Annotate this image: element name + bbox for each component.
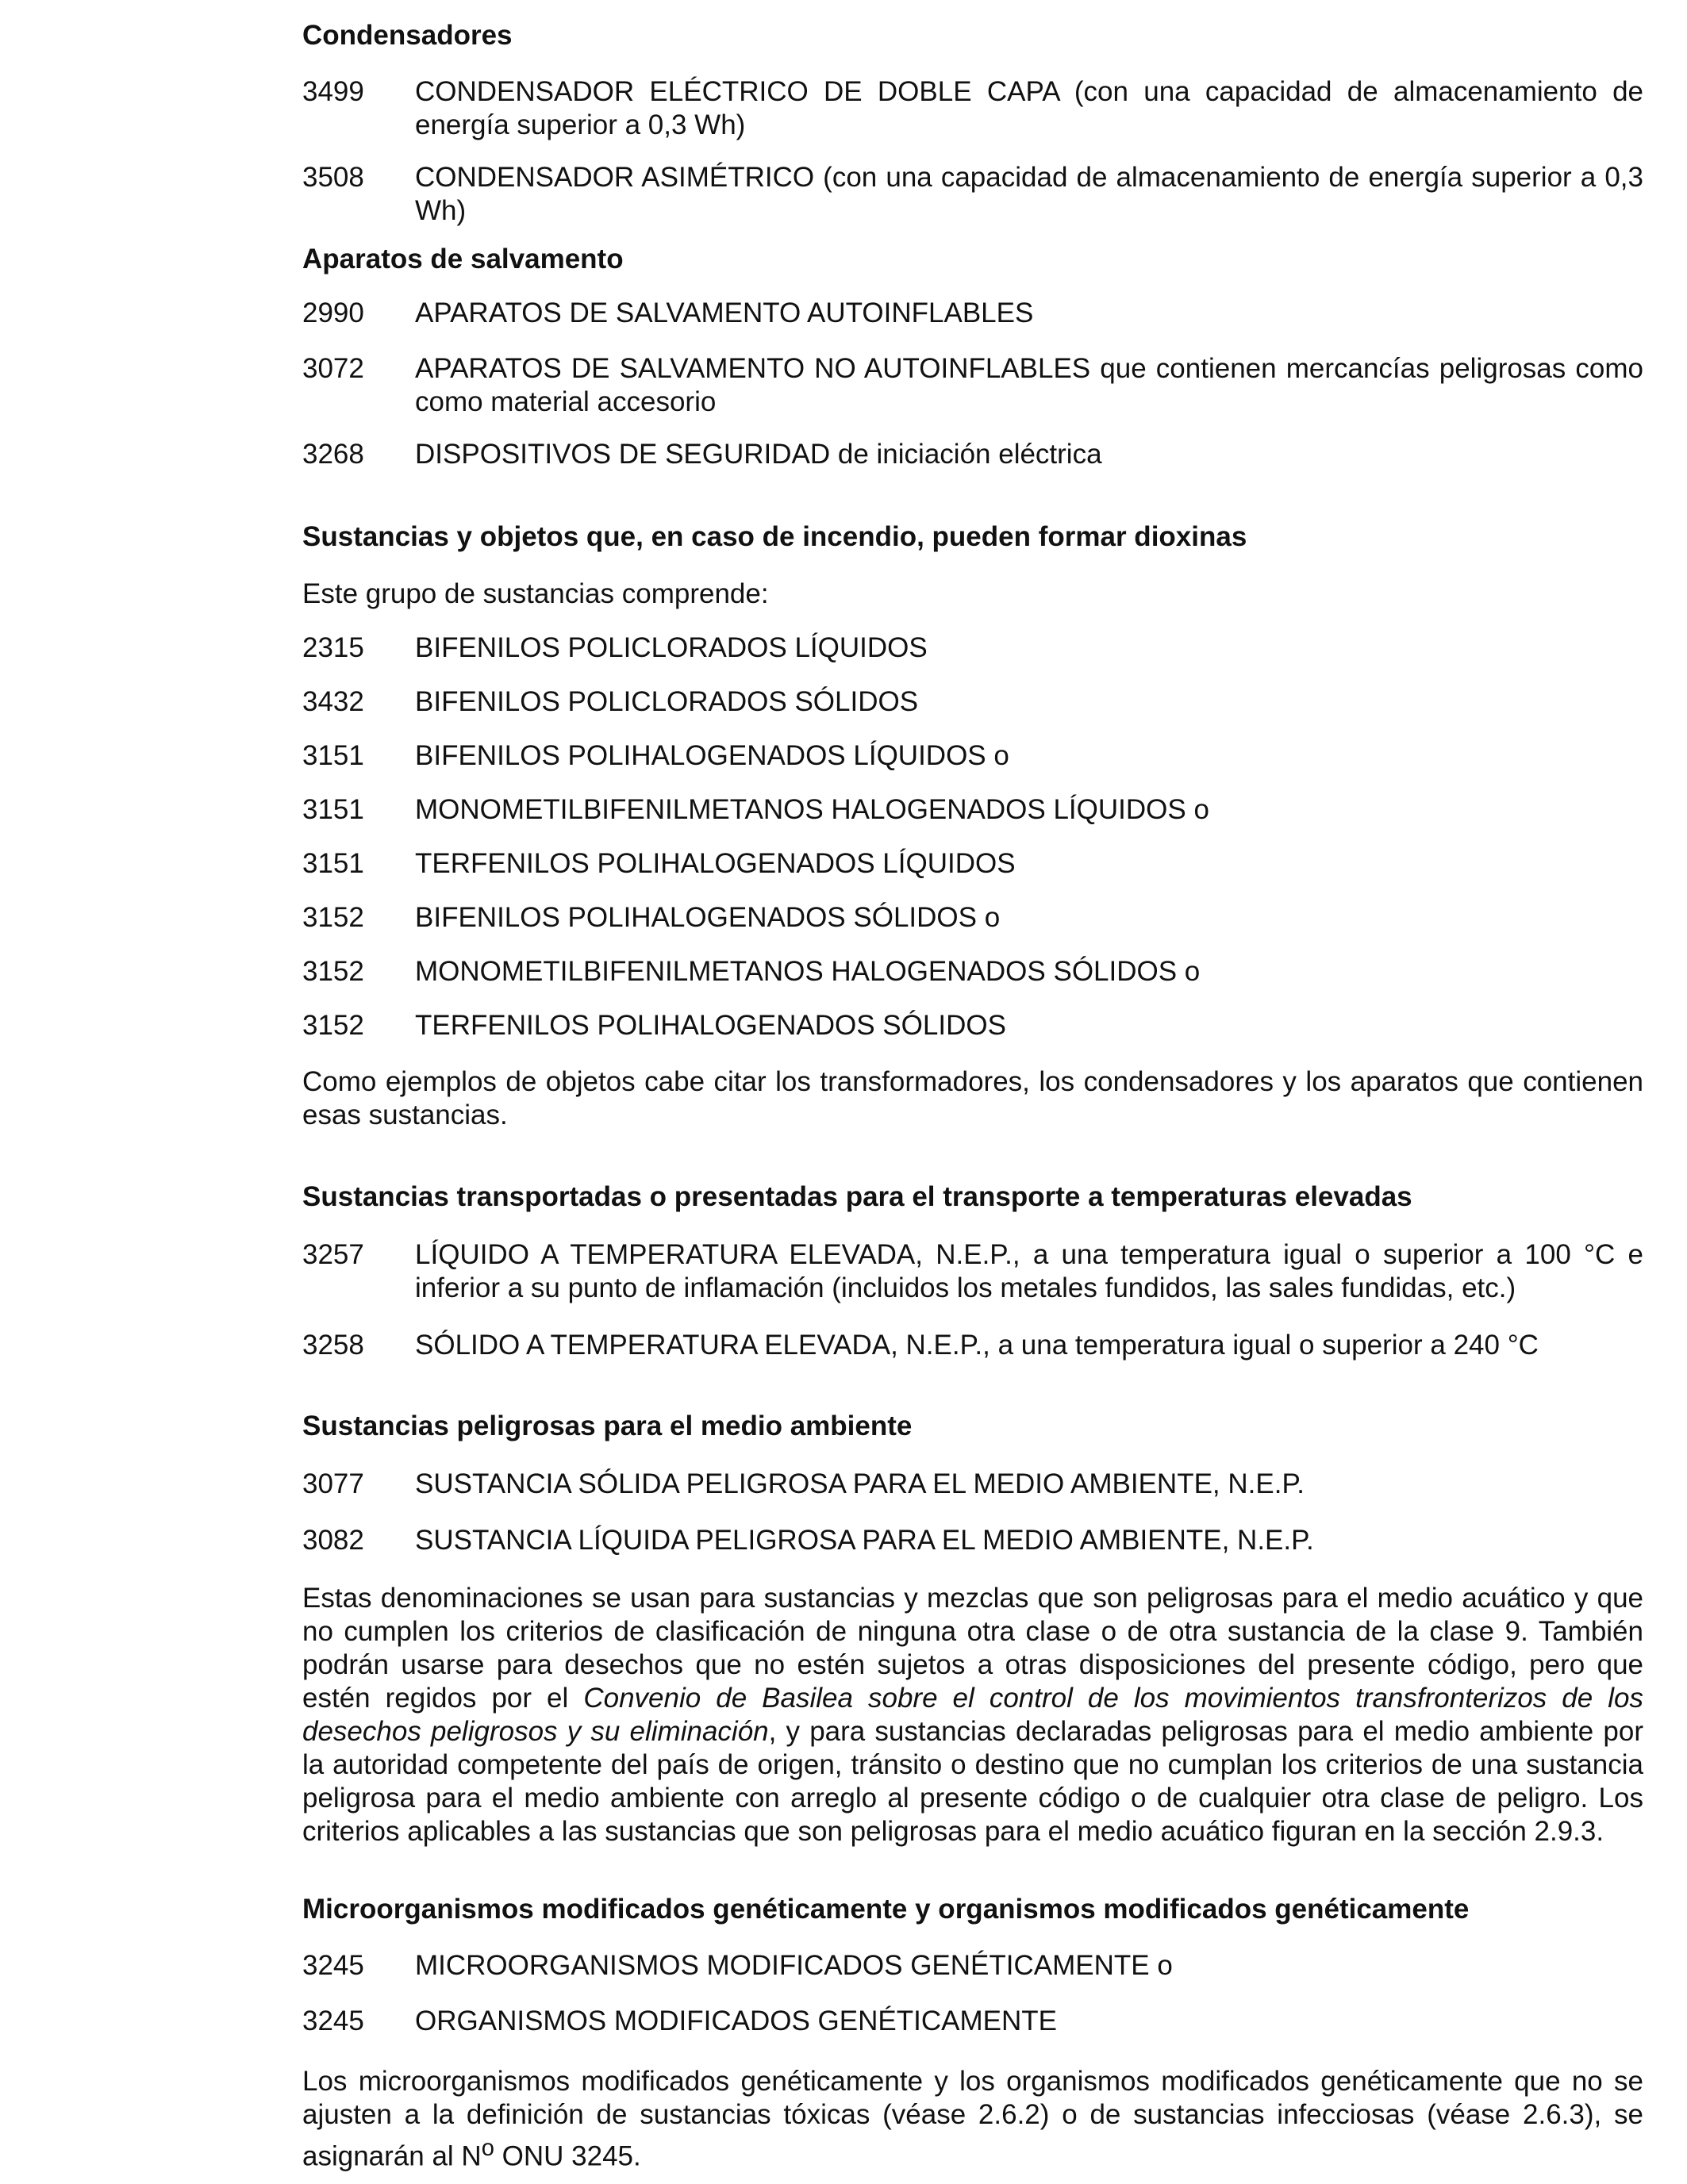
un-entry [302, 1238, 1643, 1305]
un-entry [302, 955, 1643, 988]
section-note [302, 2065, 1643, 2174]
section-heading-aparatos-salvamento: Aparatos de salvamento [302, 244, 624, 274]
section-heading-medio-ambiente: Sustancias peligrosas para el medio ambiente [302, 1411, 913, 1441]
un-entry [302, 1949, 1643, 1982]
un-entry [302, 75, 1643, 142]
un-entry [302, 297, 1643, 330]
un-entry-text: ORGANISMOS MODIFICADOS GENÉTICAMENTE [415, 2006, 1057, 2036]
un-entry-text: BIFENILOS POLICLORADOS LÍQUIDOS [415, 632, 928, 663]
un-entry-text: MICROORGANISMOS MODIFICADOS GENÉTICAMENTE o [415, 1950, 1173, 1981]
un-entry-text: LÍQUIDO A TEMPERATURA ELEVADA, N.E.P., a una temperatura igual o superior a 100 °C e inferior a su punto de inflamación (incluidos los metales fundidos, las sales fundidas, etc.) [415, 1239, 1643, 1303]
un-entry [302, 352, 1643, 419]
un-entry-text: MONOMETILBIFENILMETANOS HALOGENADOS LÍQUIDOS o [415, 794, 1209, 825]
un-entry [302, 847, 1643, 881]
section-note: Como ejemplos de objetos cabe citar los transformadores, los condensadores y los aparatos que contienen esas sustancias. [302, 1066, 1643, 1130]
un-entry-text: SUSTANCIA LÍQUIDA PELIGROSA PARA EL MEDIO AMBIENTE, N.E.P. [415, 1525, 1314, 1556]
section-heading-dioxinas: Sustancias y objetos que, en caso de incendio, pueden formar dioxinas [302, 521, 1247, 552]
note-text: Los microorganismos modificados genéticamente y los organismos modificados genéticamente que no se ajusten a la definición de sustancias tóxicas (véase 2.6.2) o de sustancias infecciosas (véase 2.6.3), se asignarán al N [302, 2066, 1643, 2172]
section-note [302, 1582, 1643, 1848]
note-text: , y para sustancias declaradas peligrosas para el medio ambiente por la autoridad competente del país de origen, tránsito o destino que no cumplan los criterios de una sustancia peligrosa para el medio ambiente con arreglo al presente código o de cualquier otra clase de peligro. Los criterios aplicables a las sustancias que son peligrosas para el medio acuático figuran en la sección 2.9.3. [302, 1716, 1643, 1847]
un-entry [302, 2005, 1643, 2038]
section-heading-condensadores: Condensadores [302, 20, 513, 51]
un-entry [302, 1524, 1643, 1557]
un-entry-text: MONOMETILBIFENILMETANOS HALOGENADOS SÓLIDOS o [415, 956, 1201, 987]
un-entry [302, 1329, 1643, 1362]
un-entry-text: BIFENILOS POLIHALOGENADOS LÍQUIDOS o [415, 740, 1009, 771]
un-number: 3152 [302, 1010, 364, 1041]
un-entry [302, 1468, 1643, 1501]
un-entry-text: BIFENILOS POLICLORADOS SÓLIDOS [415, 686, 919, 717]
un-number: 3082 [302, 1525, 364, 1556]
un-number: 3151 [302, 740, 364, 771]
un-entry-text: TERFENILOS POLIHALOGENADOS SÓLIDOS [415, 1010, 1006, 1041]
un-entry [302, 631, 1643, 665]
un-entry [302, 901, 1643, 935]
section-heading-organismos-modificados: Microorganismos modificados genéticamente y organismos modificados genéticamente [302, 1894, 1470, 1925]
un-number: 3245 [302, 2006, 364, 2036]
un-number: 3257 [302, 1239, 364, 1270]
un-entry-text: TERFENILOS POLIHALOGENADOS LÍQUIDOS [415, 848, 1016, 879]
un-number: 3152 [302, 902, 364, 933]
note-italic-text: Convenio de Basilea sobre el control de los movimientos transfronterizos de los desechos peligrosos y su eliminación [302, 1683, 1643, 1747]
un-number: 3268 [302, 439, 364, 470]
un-number: 3432 [302, 686, 364, 717]
section-heading-temperaturas-elevadas: Sustancias transportadas o presentadas para el transporte a temperaturas elevadas [302, 1181, 1412, 1212]
un-number: 3152 [302, 956, 364, 987]
un-entry [302, 739, 1643, 773]
note-text: ONU 3245. [494, 2140, 641, 2172]
un-entry [302, 161, 1643, 228]
un-entry-text: APARATOS DE SALVAMENTO AUTOINFLABLES [415, 297, 1034, 328]
un-number: 3151 [302, 794, 364, 825]
un-entry-text: BIFENILOS POLIHALOGENADOS SÓLIDOS o [415, 902, 1001, 933]
un-number: 3499 [302, 76, 364, 107]
un-number: 3151 [302, 848, 364, 879]
section-intro: Este grupo de sustancias comprende: [302, 578, 769, 609]
un-number: 3258 [302, 1330, 364, 1361]
un-entry-text: SÓLIDO A TEMPERATURA ELEVADA, N.E.P., a una temperatura igual o superior a 240 °C [415, 1330, 1539, 1361]
un-number: 3072 [302, 353, 364, 384]
un-entry [302, 793, 1643, 827]
un-number: 3508 [302, 162, 364, 193]
un-entry [302, 685, 1643, 719]
un-number: 3077 [302, 1468, 364, 1499]
note-text: Estas denominaciones se usan para sustancias y mezclas que son peligrosas para el medio acuático y que no cumplen los criterios de clasificación de ninguna otra clase o de otra sustancia de la clase 9. También podrán usarse para desechos que no estén sujetos a otras disposiciones del presente código, pero que estén regidos por el [302, 1583, 1643, 1714]
un-number: 2315 [302, 632, 364, 663]
un-number: 3245 [302, 1950, 364, 1981]
un-entry-text: SUSTANCIA SÓLIDA PELIGROSA PARA EL MEDIO AMBIENTE, N.E.P. [415, 1468, 1305, 1499]
un-entry [302, 438, 1643, 471]
un-entry [302, 1009, 1643, 1042]
un-entry-text: CONDENSADOR ASIMÉTRICO (con una capacidad de almacenamiento de energía superior a 0,3 Wh) [415, 162, 1643, 226]
un-entry-text: DISPOSITIVOS DE SEGURIDAD de iniciación eléctrica [415, 439, 1102, 470]
superscript-o: o [481, 2136, 494, 2161]
un-entry-text: APARATOS DE SALVAMENTO NO AUTOINFLABLES que contienen mercancías peligrosas como como material accesorio [415, 353, 1643, 417]
un-number: 2990 [302, 297, 364, 328]
un-entry-text: CONDENSADOR ELÉCTRICO DE DOBLE CAPA (con una capacidad de almacenamiento de energía superior a 0,3 Wh) [415, 76, 1643, 140]
